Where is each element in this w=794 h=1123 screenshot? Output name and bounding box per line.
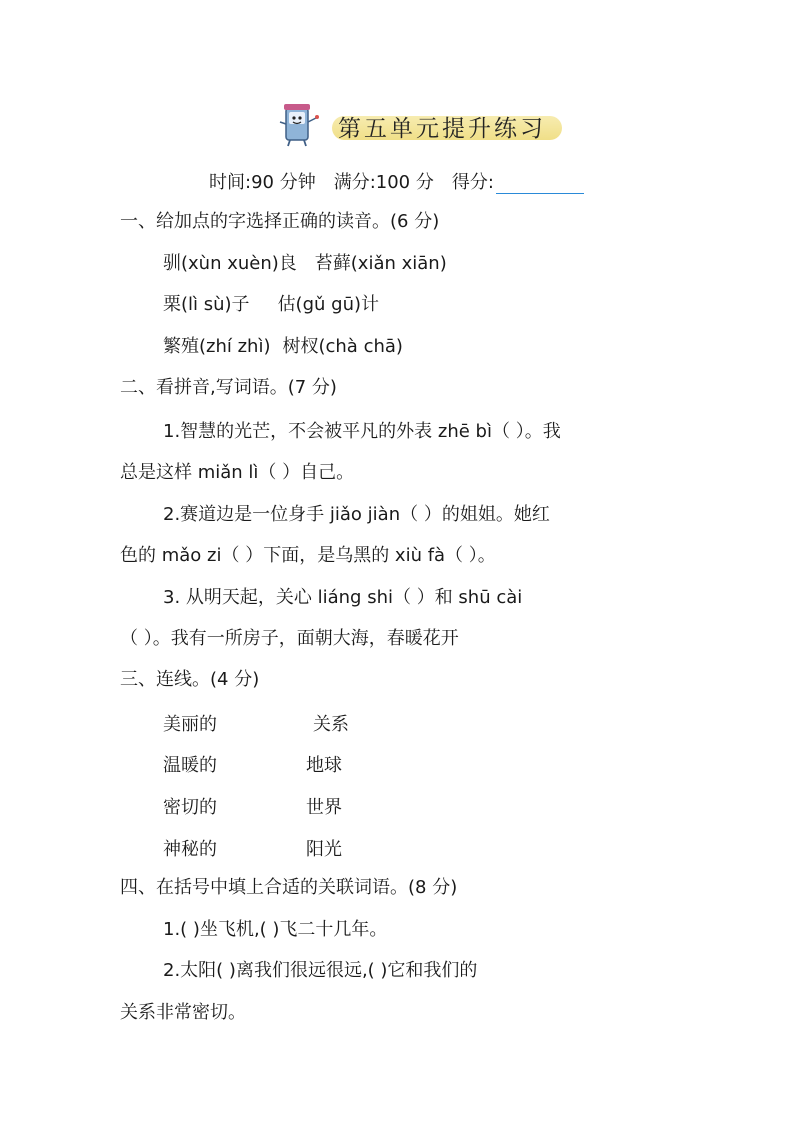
match-right-item[interactable]: 世界 bbox=[306, 797, 342, 818]
match-left-item[interactable]: 神秘的 bbox=[163, 839, 217, 860]
score-blank[interactable] bbox=[496, 175, 584, 194]
book-mascot-icon bbox=[272, 100, 324, 148]
section2-line: 总是这样 miǎn lì（ ）自己。 bbox=[120, 462, 355, 483]
page-title: 第五单元提升练习 bbox=[338, 116, 546, 142]
match-right-item[interactable]: 关系 bbox=[313, 714, 349, 735]
section1-row bbox=[163, 252, 447, 276]
section2-heading: 二、看拼音,写词语。(7 分) bbox=[120, 377, 337, 398]
match-left-item[interactable]: 温暖的 bbox=[163, 755, 217, 776]
section4-line: 1.( )坐飞机,( )飞二十几年。 bbox=[163, 919, 388, 940]
pinyin-choice: 苔藓(xiǎn xiān) bbox=[314, 253, 447, 274]
section4-line: 2.太阳( )离我们很远很远,( )它和我们的 bbox=[163, 960, 478, 981]
match-left-item[interactable]: 美丽的 bbox=[163, 714, 217, 735]
match-left-item[interactable]: 密切的 bbox=[163, 797, 217, 818]
pinyin-choice: 估(gǔ gū)计 bbox=[277, 294, 379, 315]
pinyin-choice: 树杈(chà chā) bbox=[282, 336, 403, 357]
section2-line: 色的 mǎo zi（ ）下面，是乌黑的 xiù fà（ ）。 bbox=[120, 545, 496, 566]
section2-line: （ ）。我有一所房子，面朝大海，春暖花开 bbox=[120, 628, 459, 649]
section2-line: 1.智慧的光芒，不会被平凡的外表 zhē bì（ ）。我 bbox=[163, 421, 561, 442]
score-label: 得分: bbox=[451, 172, 494, 193]
section2-line: 2.赛道边是一位身手 jiǎo jiàn（ ）的姐姐。她红 bbox=[163, 504, 550, 525]
pinyin-choice: 栗(lì sù)子 bbox=[163, 294, 250, 315]
exam-info bbox=[209, 168, 584, 194]
section1-row bbox=[163, 293, 379, 317]
section1-heading: 一、给加点的字选择正确的读音。(6 分) bbox=[120, 211, 440, 232]
time-label: 时间:90 分钟 bbox=[209, 172, 316, 193]
section2-line: 3. 从明天起，关心 liáng shi（ ）和 shū cài bbox=[163, 587, 523, 608]
section1-row bbox=[163, 335, 403, 359]
full-score-label: 满分:100 分 bbox=[333, 172, 434, 193]
section4-heading: 四、在括号中填上合适的关联词语。(8 分) bbox=[120, 877, 458, 898]
match-right-item[interactable]: 地球 bbox=[306, 755, 342, 776]
pinyin-choice: 繁殖(zhí zhì) bbox=[163, 336, 271, 357]
title-banner bbox=[272, 100, 572, 150]
match-right-item[interactable]: 阳光 bbox=[306, 839, 342, 860]
section4-line: 关系非常密切。 bbox=[120, 1002, 246, 1023]
pinyin-choice: 驯(xùn xuèn)良 bbox=[163, 253, 297, 274]
section3-heading: 三、连线。(4 分) bbox=[120, 669, 260, 690]
